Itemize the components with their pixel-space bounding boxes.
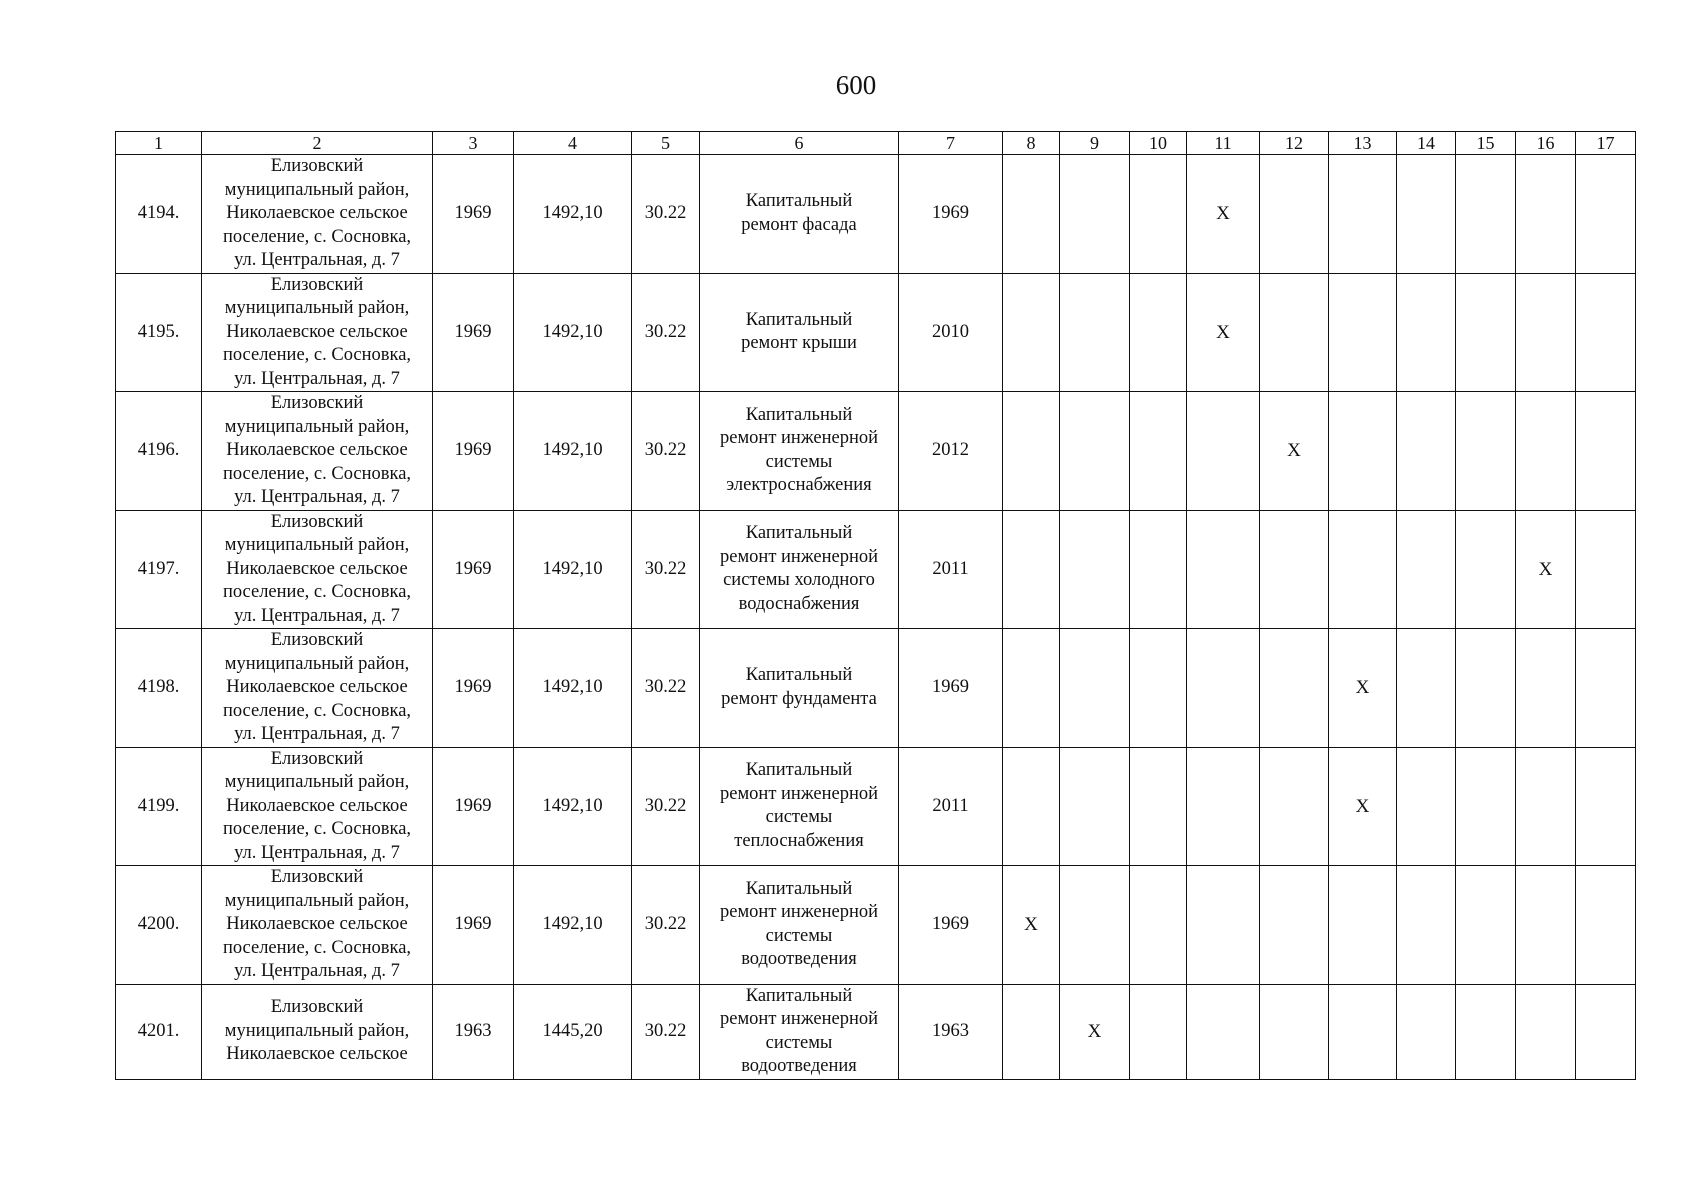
row-number-cell: 4197.	[116, 510, 202, 629]
table-body	[116, 155, 1636, 1080]
code-cell: 30.22	[632, 747, 700, 866]
table-row	[116, 629, 1636, 748]
mark-cell-col-17	[1576, 273, 1636, 392]
mark-cell-col-15	[1456, 984, 1516, 1079]
mark-cell-col-12	[1260, 866, 1329, 985]
mark-cell-col-12	[1260, 984, 1329, 1079]
mark-cell-col-16	[1516, 984, 1576, 1079]
address-cell: Елизовский муниципальный район, Николаевское сельское поселение, с. Сосновка, ул. Центральная, д. 7	[202, 866, 433, 985]
address-cell: Елизовский муниципальный район, Николаевское сельское поселение, с. Сосновка, ул. Центральная, д. 7	[202, 273, 433, 392]
mark-cell-col-8	[1003, 273, 1060, 392]
mark-cell-col-12	[1260, 510, 1329, 629]
column-header-16: 16	[1516, 132, 1576, 155]
mark-cell-col-9	[1060, 629, 1130, 748]
mark-cell-col-14	[1397, 273, 1456, 392]
mark-cell-col-10	[1130, 984, 1187, 1079]
year-cell: 2011	[899, 747, 1003, 866]
area-cell: 1445,20	[514, 984, 632, 1079]
mark-cell-col-14	[1397, 747, 1456, 866]
mark-cell-col-11	[1187, 392, 1260, 511]
work-type-cell: Капитальный ремонт инженерной системы водоотведения	[700, 866, 899, 985]
mark-cell-col-14	[1397, 155, 1456, 274]
mark-cell-col-8	[1003, 747, 1060, 866]
mark-cell-col-12: X	[1260, 392, 1329, 511]
address-cell: Елизовский муниципальный район, Николаевское сельское поселение, с. Сосновка, ул. Центральная, д. 7	[202, 155, 433, 274]
row-number-cell: 4194.	[116, 155, 202, 274]
column-header-4: 4	[514, 132, 632, 155]
address-cell: Елизовский муниципальный район, Николаевское сельское поселение, с. Сосновка, ул. Центральная, д. 7	[202, 629, 433, 748]
area-cell: 1492,10	[514, 273, 632, 392]
area-cell: 1492,10	[514, 866, 632, 985]
year-cell: 2010	[899, 273, 1003, 392]
mark-cell-col-15	[1456, 155, 1516, 274]
mark-cell-col-10	[1130, 866, 1187, 985]
row-number-cell: 4199.	[116, 747, 202, 866]
mark-cell-col-17	[1576, 747, 1636, 866]
work-type-cell: Капитальный ремонт крыши	[700, 273, 899, 392]
row-number-cell: 4198.	[116, 629, 202, 748]
mark-cell-col-15	[1456, 866, 1516, 985]
mark-cell-col-8	[1003, 155, 1060, 274]
mark-cell-col-16	[1516, 155, 1576, 274]
mark-cell-col-14	[1397, 866, 1456, 985]
mark-cell-col-16	[1516, 392, 1576, 511]
code-cell: 30.22	[632, 155, 700, 274]
code-cell: 30.22	[632, 866, 700, 985]
mark-cell-col-10	[1130, 392, 1187, 511]
mark-cell-col-13	[1329, 984, 1397, 1079]
row-number-cell: 4200.	[116, 866, 202, 985]
mark-cell-col-14	[1397, 392, 1456, 511]
mark-cell-col-13	[1329, 273, 1397, 392]
column-header-10: 10	[1130, 132, 1187, 155]
year-built-cell: 1969	[433, 747, 514, 866]
mark-cell-col-8	[1003, 629, 1060, 748]
work-type-cell: Капитальный ремонт инженерной системы холодного водоснабжения	[700, 510, 899, 629]
mark-cell-col-13	[1329, 510, 1397, 629]
mark-cell-col-17	[1576, 984, 1636, 1079]
work-type-cell: Капитальный ремонт инженерной системы теплоснабжения	[700, 747, 899, 866]
mark-cell-col-10	[1130, 273, 1187, 392]
area-cell: 1492,10	[514, 392, 632, 511]
year-built-cell: 1969	[433, 866, 514, 985]
code-cell: 30.22	[632, 984, 700, 1079]
year-cell: 1969	[899, 866, 1003, 985]
mark-cell-col-10	[1130, 510, 1187, 629]
mark-cell-col-9	[1060, 866, 1130, 985]
address-cell: Елизовский муниципальный район, Николаевское сельское	[202, 984, 433, 1079]
mark-cell-col-12	[1260, 273, 1329, 392]
column-header-3: 3	[433, 132, 514, 155]
year-built-cell: 1969	[433, 629, 514, 748]
mark-cell-col-15	[1456, 392, 1516, 511]
table-row	[116, 747, 1636, 866]
mark-cell-col-17	[1576, 155, 1636, 274]
mark-cell-col-15	[1456, 629, 1516, 748]
year-cell: 1963	[899, 984, 1003, 1079]
mark-cell-col-16	[1516, 866, 1576, 985]
address-cell: Елизовский муниципальный район, Николаевское сельское поселение, с. Сосновка, ул. Центральная, д. 7	[202, 510, 433, 629]
table-header-row	[116, 132, 1636, 155]
mark-cell-col-9	[1060, 273, 1130, 392]
column-header-17: 17	[1576, 132, 1636, 155]
column-header-5: 5	[632, 132, 700, 155]
mark-cell-col-16: X	[1516, 510, 1576, 629]
column-header-9: 9	[1060, 132, 1130, 155]
year-built-cell: 1969	[433, 273, 514, 392]
area-cell: 1492,10	[514, 629, 632, 748]
mark-cell-col-10	[1130, 747, 1187, 866]
mark-cell-col-8	[1003, 984, 1060, 1079]
table-row	[116, 392, 1636, 511]
mark-cell-col-9	[1060, 155, 1130, 274]
mark-cell-col-15	[1456, 273, 1516, 392]
mark-cell-col-10	[1130, 629, 1187, 748]
mark-cell-col-17	[1576, 510, 1636, 629]
address-cell: Елизовский муниципальный район, Николаевское сельское поселение, с. Сосновка, ул. Центральная, д. 7	[202, 747, 433, 866]
repair-schedule-table	[115, 131, 1636, 1080]
mark-cell-col-9: X	[1060, 984, 1130, 1079]
row-number-cell: 4196.	[116, 392, 202, 511]
mark-cell-col-16	[1516, 273, 1576, 392]
table-row	[116, 273, 1636, 392]
mark-cell-col-8: X	[1003, 866, 1060, 985]
year-built-cell: 1963	[433, 984, 514, 1079]
code-cell: 30.22	[632, 629, 700, 748]
mark-cell-col-12	[1260, 629, 1329, 748]
mark-cell-col-14	[1397, 984, 1456, 1079]
mark-cell-col-15	[1456, 510, 1516, 629]
mark-cell-col-11	[1187, 629, 1260, 748]
column-header-2: 2	[202, 132, 433, 155]
column-header-14: 14	[1397, 132, 1456, 155]
work-type-cell: Капитальный ремонт инженерной системы водоотведения	[700, 984, 899, 1079]
area-cell: 1492,10	[514, 510, 632, 629]
year-built-cell: 1969	[433, 392, 514, 511]
table-row	[116, 984, 1636, 1079]
mark-cell-col-11: X	[1187, 273, 1260, 392]
mark-cell-col-11	[1187, 747, 1260, 866]
year-cell: 1969	[899, 629, 1003, 748]
mark-cell-col-17	[1576, 866, 1636, 985]
mark-cell-col-11	[1187, 866, 1260, 985]
mark-cell-col-13	[1329, 866, 1397, 985]
mark-cell-col-17	[1576, 392, 1636, 511]
work-type-cell: Капитальный ремонт фасада	[700, 155, 899, 274]
code-cell: 30.22	[632, 510, 700, 629]
mark-cell-col-8	[1003, 392, 1060, 511]
mark-cell-col-13: X	[1329, 747, 1397, 866]
address-cell: Елизовский муниципальный район, Николаевское сельское поселение, с. Сосновка, ул. Центральная, д. 7	[202, 392, 433, 511]
row-number-cell: 4201.	[116, 984, 202, 1079]
column-header-13: 13	[1329, 132, 1397, 155]
mark-cell-col-14	[1397, 629, 1456, 748]
mark-cell-col-13	[1329, 155, 1397, 274]
column-header-1: 1	[116, 132, 202, 155]
work-type-cell: Капитальный ремонт инженерной системы электроснабжения	[700, 392, 899, 511]
mark-cell-col-17	[1576, 629, 1636, 748]
mark-cell-col-13: X	[1329, 629, 1397, 748]
mark-cell-col-16	[1516, 747, 1576, 866]
year-cell: 2011	[899, 510, 1003, 629]
mark-cell-col-11: X	[1187, 155, 1260, 274]
mark-cell-col-9	[1060, 392, 1130, 511]
column-header-8: 8	[1003, 132, 1060, 155]
mark-cell-col-12	[1260, 747, 1329, 866]
mark-cell-col-13	[1329, 392, 1397, 511]
column-header-15: 15	[1456, 132, 1516, 155]
mark-cell-col-12	[1260, 155, 1329, 274]
year-cell: 1969	[899, 155, 1003, 274]
mark-cell-col-16	[1516, 629, 1576, 748]
row-number-cell: 4195.	[116, 273, 202, 392]
mark-cell-col-15	[1456, 747, 1516, 866]
mark-cell-col-11	[1187, 510, 1260, 629]
table-row	[116, 866, 1636, 985]
mark-cell-col-9	[1060, 747, 1130, 866]
mark-cell-col-11	[1187, 984, 1260, 1079]
page-number: 600	[835, 70, 877, 100]
mark-cell-col-14	[1397, 510, 1456, 629]
code-cell: 30.22	[632, 392, 700, 511]
column-header-12: 12	[1260, 132, 1329, 155]
mark-cell-col-8	[1003, 510, 1060, 629]
column-header-11: 11	[1187, 132, 1260, 155]
table-row	[116, 155, 1636, 274]
code-cell: 30.22	[632, 273, 700, 392]
area-cell: 1492,10	[514, 155, 632, 274]
year-cell: 2012	[899, 392, 1003, 511]
work-type-cell: Капитальный ремонт фундамента	[700, 629, 899, 748]
area-cell: 1492,10	[514, 747, 632, 866]
column-header-6: 6	[700, 132, 899, 155]
mark-cell-col-9	[1060, 510, 1130, 629]
column-header-7: 7	[899, 132, 1003, 155]
mark-cell-col-10	[1130, 155, 1187, 274]
year-built-cell: 1969	[433, 510, 514, 629]
year-built-cell: 1969	[433, 155, 514, 274]
table-row	[116, 510, 1636, 629]
